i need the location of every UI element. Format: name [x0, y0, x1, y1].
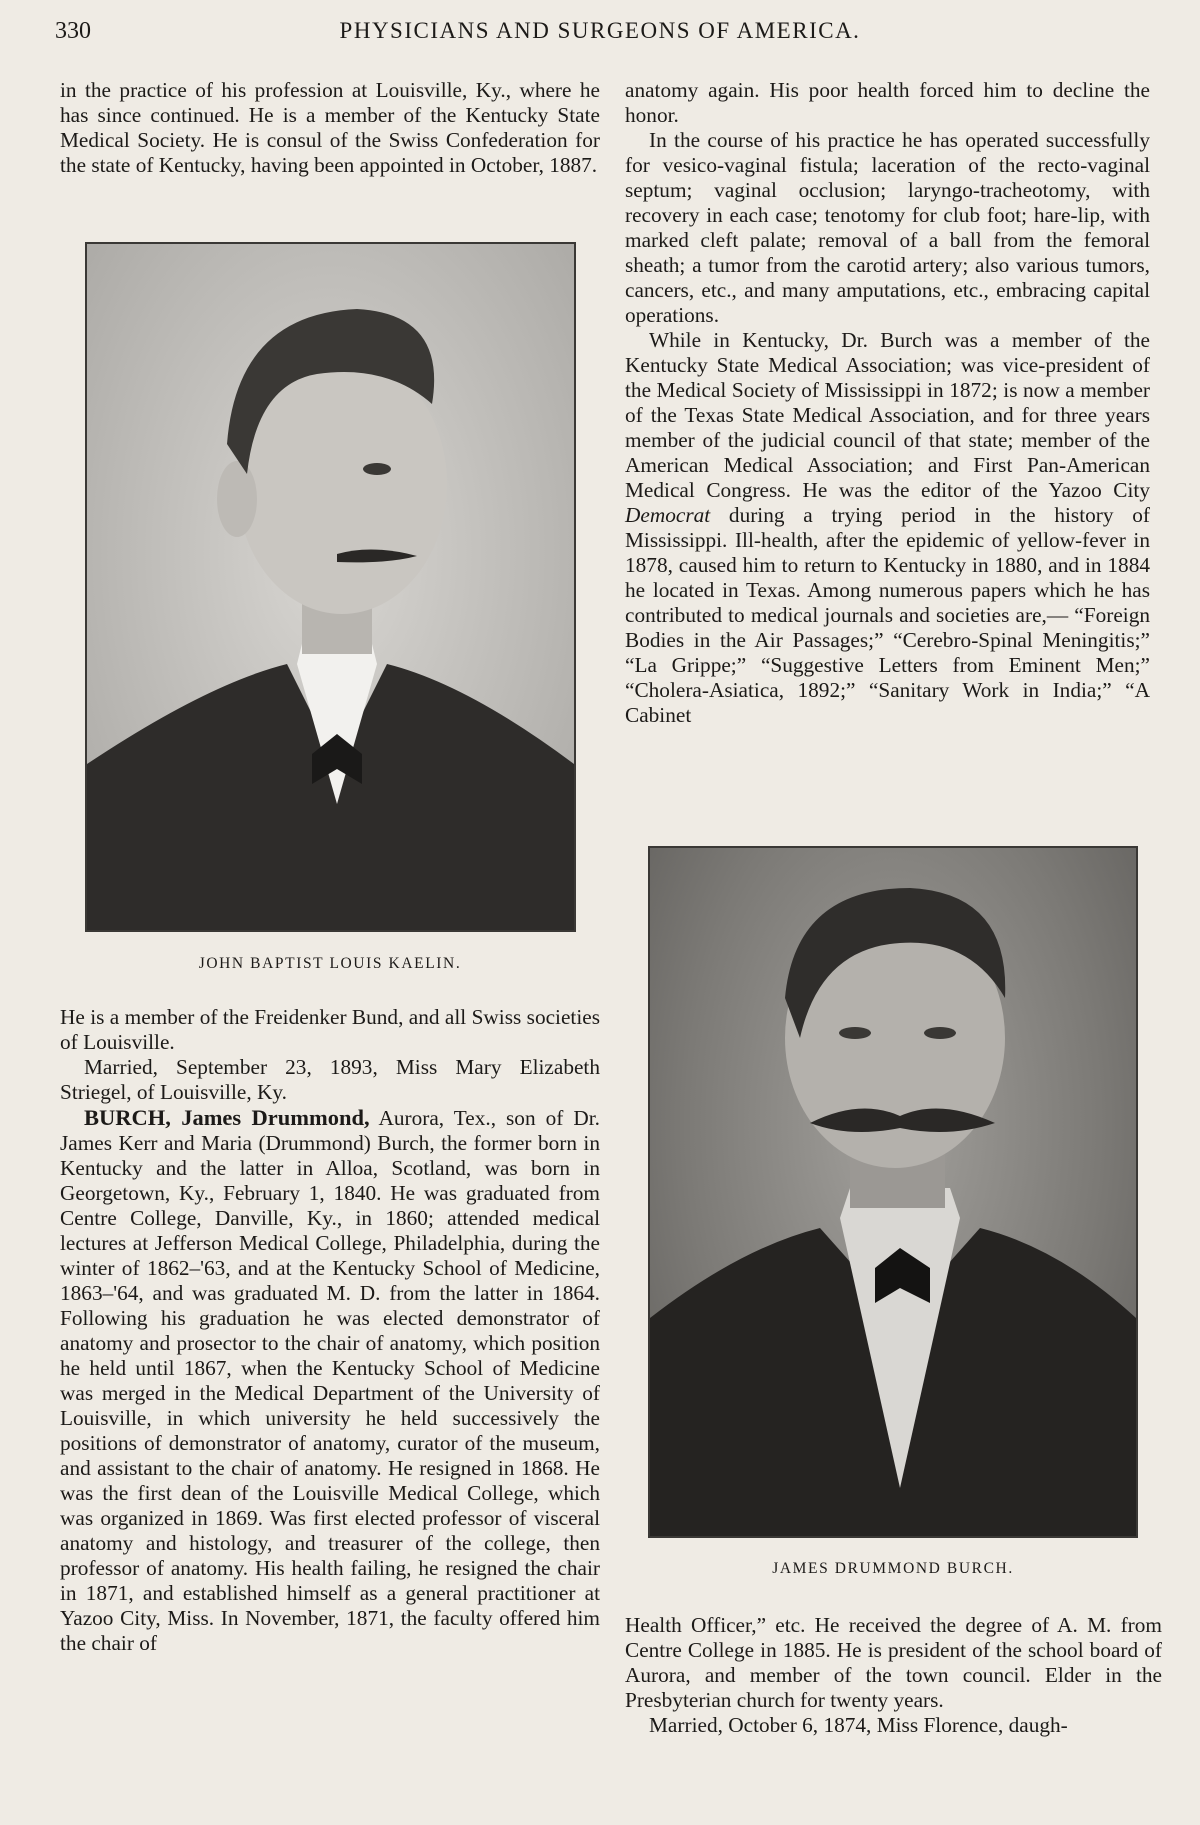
- burch-biography-text: Aurora, Tex., son of Dr. James Kerr and Maria (Drummond) Burch, the former born in Kentucky and the latter in Alloa, Scotland, was born in Georgetown, Ky., February 1, 1840. He was graduated from Centre College, Danville, Ky., in 1860; attended medical lectures at Jefferson Medical College, Philadelphia, during the winter of 1862–'63, and at the Kentucky School of Medicine, 1863–'64, and was graduated M. D. from the latter in 1864. Following his graduation he was elected demonstrator of anatomy and prosector to the chair of anatomy, which position he held until 1867, when the Kentucky School of Medicine was merged in the Medical Department of the University of Louisville, in which university he held successively the positions of demonstrator of anatomy, curator of the museum, and assistant to the chair of anatomy. He resigned in 1868. He was the first dean of the Louisville Medical College, which was organized in 1869. Was first elected professor of visceral anatomy and histology, and treasurer of the college, then professor of anatomy. His health failing, he resigned the chair in 1871, and established himself as a general practitioner at Yazoo City, Miss. In November, 1871, the faculty offered him the chair of: [60, 1106, 600, 1655]
- portrait-burch-illustration: [650, 848, 1136, 1536]
- portrait-kaelin-illustration: [87, 244, 574, 930]
- burch-career-text-a: While in Kentucky, Dr. Burch was a member of the Kentucky State Medical Association; was vice-president of the Medical Society of Mississippi in 1872; is now a member of the Texas State Medical Association, and for three years member of the judicial council of that state; member of the American Medical Association; and First Pan-American Medical Congress. He was the editor of the Yazoo City: [625, 328, 1150, 502]
- page-number: 330: [55, 18, 91, 44]
- portrait-kaelin: [85, 242, 576, 932]
- kaelin-paragraph-end: in the practice of his profession at Louisville, Ky., where he has since continued. He is a member of the Kentucky State Medical Society. He is consul of the Swiss Confederation for the state of Kentucky, having been appointed in October, 1887.: [60, 78, 600, 177]
- left-column-bottom: [60, 1005, 600, 1656]
- burch-entry-name: BURCH, James Drummond,: [84, 1105, 370, 1130]
- kaelin-marriage-paragraph: Married, September 23, 1893, Miss Mary Elizabeth Striegel, of Louisville, Ky.: [60, 1055, 600, 1104]
- newspaper-title: Democrat: [625, 503, 711, 527]
- left-column-top: [60, 78, 600, 178]
- right-column-bottom: [625, 1613, 1162, 1738]
- running-title: PHYSICIANS AND SURGEONS OF AMERICA.: [339, 18, 861, 43]
- burch-honor-paragraph: anatomy again. His poor health forced him to decline the honor.: [625, 78, 1150, 127]
- page-header: [55, 18, 1145, 54]
- burch-career-text-b: during a trying period in the history of Mississippi. Ill-health, after the epidemic of yellow-fever in 1878, caused him to return to Kentucky in 1880, and in 1884 he located in Texas. Among numerous papers which he has contributed to medical journals and societies are,— “Foreign Bodies in the Air Passages;” “Cerebro-Spinal Meningitis;” “La Grippe;” “Suggestive Letters from Eminent Men;” “Cholera-Asiatica, 1892;” “Sanitary Work in India;” “A Cabinet: [625, 503, 1150, 727]
- right-column-top: [625, 78, 1150, 728]
- burch-operations-paragraph: In the course of his practice he has operated successfully for vesico-vaginal fistula; laceration of the recto-vaginal septum; vaginal occlusion; laryngo-tracheotomy, with recovery in each case; tenotomy for club foot; hare-lip, with marked cleft palate; removal of a ball from the femoral sheath; a tumor from the carotid artery; also various tumors, cancers, etc., and many amputations, etc., embracing capital operations.: [625, 128, 1150, 327]
- portrait-kaelin-caption: JOHN BAPTIST LOUIS KAELIN.: [198, 955, 462, 972]
- burch-career-paragraph: [625, 328, 1150, 728]
- portrait-burch: [648, 846, 1138, 1538]
- kaelin-membership-paragraph: He is a member of the Freidenker Bund, and all Swiss societies of Louisville.: [60, 1005, 600, 1054]
- burch-biography-paragraph: [60, 1105, 600, 1656]
- burch-marriage-paragraph: Married, October 6, 1874, Miss Florence, daugh-: [649, 1713, 1068, 1737]
- portrait-burch-caption: JAMES DRUMMOND BURCH.: [772, 1560, 1014, 1577]
- burch-degree-paragraph: Health Officer,” etc. He received the degree of A. M. from Centre College in 1885. He is president of the school board of Aurora, and member of the town council. Elder in the Presbyterian church for twenty years.: [625, 1613, 1162, 1712]
